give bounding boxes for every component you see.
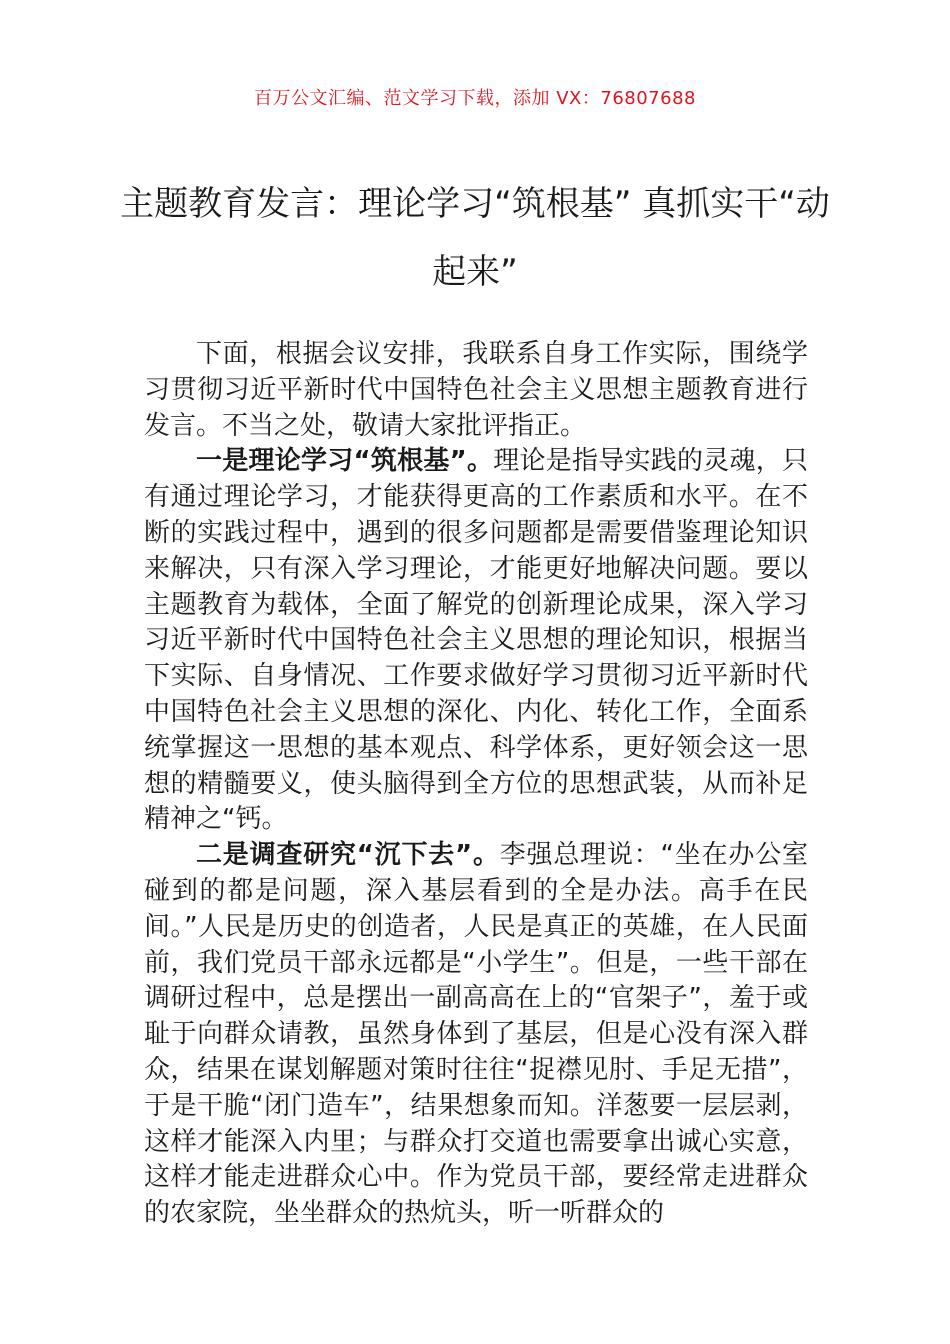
- paragraph-text: 李强总理说：“坐在办公室碰到的都是问题，深入基层看到的全是办法。高手在民间。”人民是历史的创造者，人民是真正的英雄，在人民面前，我们党员干部永远都是“小学生”。但是，一些干部在调研过程中，总是摆出一副高高在上的“官架子”，羞于或耻于向群众请教，虽然身体到了基层，但是心没有深入群众，结果在谋划解题对策时往往“捉襟见肘、手足无措”，于是干脆“闭门造车”，结果想象而知。洋葱要一层层剥，这样才能深入内里；与群众打交道也需要拿出诚心实意，这样才能走进群众心中。作为党员干部，要经常走进群众的农家院，坐坐群众的热炕头，听一听群众的: [144, 840, 808, 1229]
- header-contact-note: 百万公文汇编、范文学习下载，添加 VX：76807688: [254, 88, 696, 109]
- document-body: [144, 337, 808, 1232]
- paragraph-lead-heading: 二是调查研究“沉下去”。: [196, 840, 500, 871]
- paragraph-investigation: [144, 838, 808, 1232]
- paragraph-text: 下面，根据会议安排，我联系自身工作实际，围绕学习贯彻习近平新时代中国特色社会主义思想主题教育进行发言。不当之处，敬请大家批评指正。: [144, 339, 808, 441]
- paragraph-text: 理论是指导实践的灵魂，只有通过理论学习，才能获得更高的工作素质和水平。在不断的实践过程中，遇到的很多问题都是需要借鉴理论知识来解决，只有深入学习理论，才能更好地解决问题。要以主题教育为载体，全面了解党的创新理论成果，深入学习习近平新时代中国特色社会主义思想的理论知识，根据当下实际、自身情况、工作要求做好学习贯彻习近平新时代中国特色社会主义思想的深化、内化、转化工作，全面系统掌握这一思想的基本观点、科学体系，更好领会这一思想的精髓要义，使头脑得到全方位的思想武装，从而补足精神之“钙。: [144, 446, 808, 835]
- document-title: 主题教育发言：理论学习“筑根基” 真抓实干“动起来”: [120, 184, 830, 292]
- paragraph-lead-heading: 一是理论学习“筑根基”。: [196, 446, 494, 477]
- paragraph-theory-study: [144, 444, 808, 838]
- paragraph-intro: [144, 337, 808, 444]
